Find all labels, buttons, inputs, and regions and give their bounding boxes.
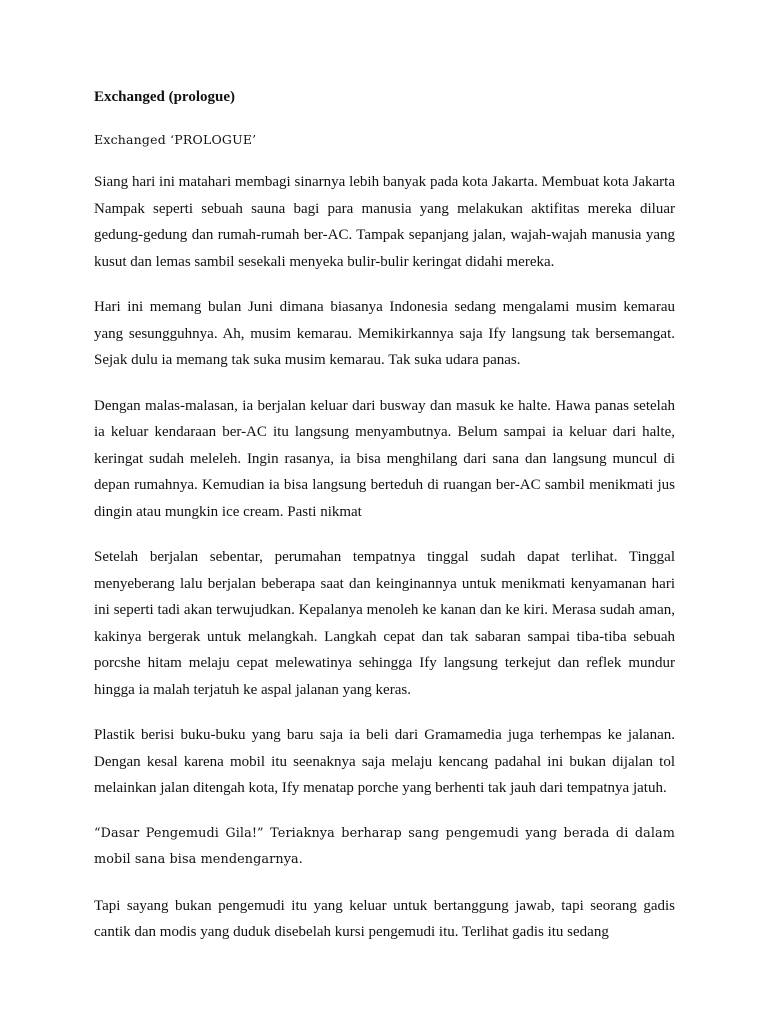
paragraph-5: Plastik berisi buku-buku yang baru saja ia beli dari Gramamedia juga terhempas ke jalanan. Dengan kesal karena mobil itu seenaknya saja melaju kencang padahal ini bukan dijalan tol melainkan jalan ditengah kota, Ify menatap porche yang berhenti tak jauh dari tempatnya jatuh. bbox=[94, 727, 675, 796]
paragraph-4: Setelah berjalan sebentar, perumahan tempatnya tinggal sudah dapat terlihat. Tinggal menyeberang lalu berjalan beberapa saat dan keinginannya untuk menikmati kenyamanan hari ini seperti tadi akan terwujudkan. Kepalanya menoleh ke kanan dan ke kiri. Merasa sudah aman, kakinya bergerak untuk melangkah. Langkah cepat dan tak sabaran sampai tiba-tiba sebuah porcshe hitam melaju cepat melewatinya sehingga Ify langsung terkejut dan reflek mundur hingga ia malah terjatuh ke aspal jalanan yang keras. bbox=[94, 549, 675, 698]
paragraph-2: Hari ini memang bulan Juni dimana biasanya Indonesia sedang mengalami musim kemarau yang sesungguhnya. Ah, musim kemarau. Memikirkannya saja Ify langsung tak bersemangat. Sejak dulu ia memang tak suka musim kemarau. Tak suka udara panas. bbox=[94, 299, 675, 368]
paragraph-6-dialogue: “Dasar Pengemudi Gila!” Teriaknya berharap sang pengemudi yang berada di dalam mobil sana bisa mendengarnya. bbox=[94, 825, 675, 867]
paragraph-7: Tapi sayang bukan pengemudi itu yang keluar untuk bertanggung jawab, tapi seorang gadis cantik dan modis yang duduk disebelah kursi pengemudi itu. Terlihat gadis itu sedang bbox=[94, 897, 675, 940]
document-subtitle: Exchanged ‘PROLOGUE’ bbox=[94, 132, 257, 147]
document-body bbox=[94, 84, 675, 965]
paragraph-3: Dengan malas-malasan, ia berjalan keluar dari busway dan masuk ke halte. Hawa panas setelah ia keluar kendaraan ber-AC itu langsung menyambutnya. Belum sampai ia keluar dari halte, keringat sudah meleleh. Ingin rasanya, ia bisa menghilang dari sana dan langsung muncul di depan rumahnya. Kemudian ia bisa langsung berteduh di ruangan ber-AC sambil menikmati jus dingin atau mungkin ice cream. Pasti nikmat bbox=[94, 397, 675, 520]
document-title: Exchanged (prologue) bbox=[94, 89, 235, 105]
paragraph-1: Siang hari ini matahari membagi sinarnya lebih banyak pada kota Jakarta. Membuat kota Jakarta Nampak seperti sebuah sauna bagi para manusia yang melakukan aktifitas mereka diluar gedung-gedung dan rumah-rumah ber-AC. Tampak sepanjang jalan, wajah-wajah manusia yang kusut dan lemas sambil sesekali menyeka bulir-bulir keringat didahi mereka. bbox=[94, 174, 675, 270]
